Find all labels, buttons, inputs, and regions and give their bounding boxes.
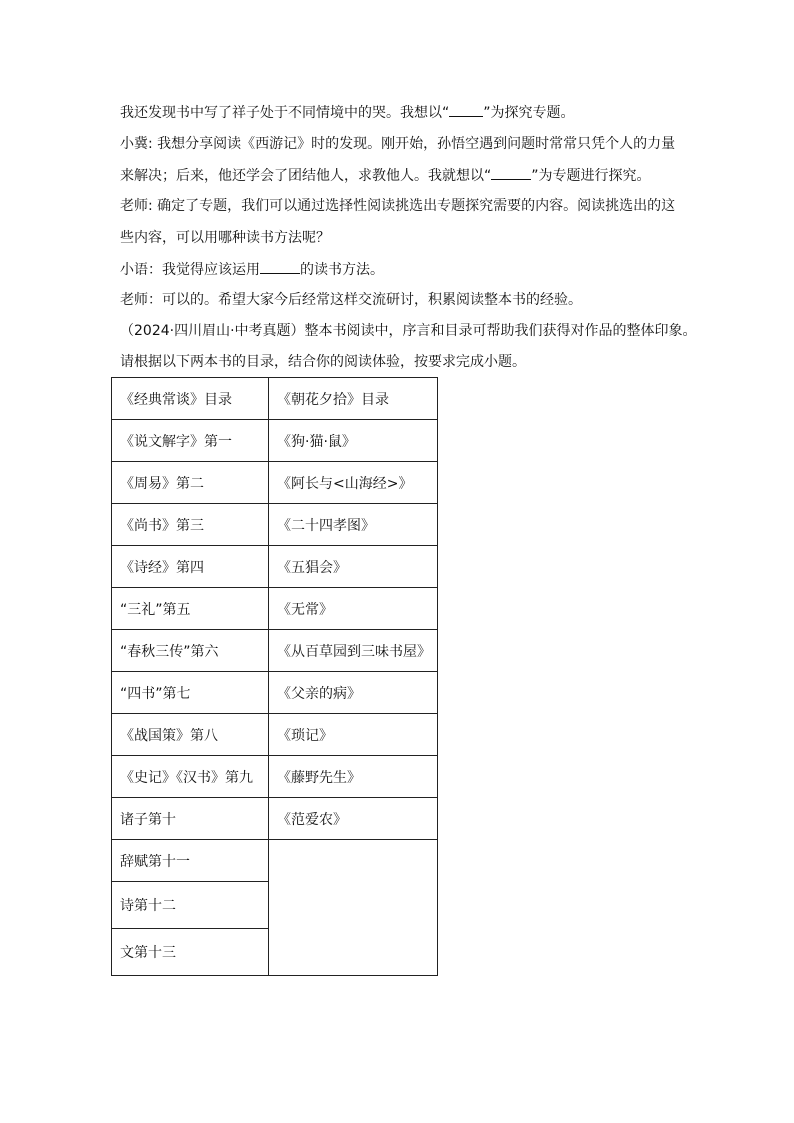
answer-blank-3[interactable]: [260, 259, 300, 274]
table-cell: “三礼”第五: [112, 588, 269, 630]
text-line-6: [120, 259, 700, 280]
table-cell: 《琐记》: [269, 714, 438, 756]
text-segment: ”为探究专题。: [483, 105, 575, 121]
table-cell: 《说文解字》第一: [112, 420, 269, 462]
text-line-4: 老师: 确定了专题，我们可以通过选择性阅读挑选出专题探究需要的内容。阅读挑选出的这: [120, 198, 676, 214]
table-row: [112, 546, 438, 588]
table-row: [112, 798, 438, 840]
table-cell: 诸子第十: [112, 798, 269, 840]
answer-blank-2[interactable]: [491, 165, 531, 180]
table-cell: “四书”第七: [112, 672, 269, 714]
table-cell: 文第十三: [112, 929, 269, 976]
table-cell: 《经典常谈》目录: [112, 378, 269, 420]
text-segment: 的读书方法。: [300, 262, 384, 278]
table-cell: 《阿长与<山海经>》: [269, 462, 438, 504]
text-line-3: [120, 165, 700, 186]
table-row: [112, 840, 438, 882]
table-row: [112, 420, 438, 462]
table-cell: 《朝花夕拾》目录: [269, 378, 438, 420]
text-line-7: 老师：可以的。希望大家今后经常这样交流研讨，积累阅读整本书的经验。: [120, 292, 582, 308]
table-cell: 诗第十二: [112, 882, 269, 929]
empty-merged-cell: [269, 840, 438, 976]
answer-blank-1[interactable]: [449, 102, 483, 117]
table-row: [112, 378, 438, 420]
text-segment: 小语：我觉得应该运用: [120, 262, 260, 278]
table-row: [112, 504, 438, 546]
table-cell: 《藤野先生》: [269, 756, 438, 798]
text-segment: ”为专题进行探究。: [531, 168, 651, 184]
table-cell: 《父亲的病》: [269, 672, 438, 714]
question-instruction-line: 请根据以下两本书的目录，结合你的阅读体验，按要求完成小题。: [120, 354, 526, 370]
table-row: [112, 462, 438, 504]
table-cell: 《从百草园到三味书屋》: [269, 630, 438, 672]
table-cell: 《尚书》第三: [112, 504, 269, 546]
table-cell: 《范爱农》: [269, 798, 438, 840]
table-cell: 《狗·猫·鼠》: [269, 420, 438, 462]
table-row: [112, 672, 438, 714]
text-segment: 来解决；后来，他还学会了团结他人，求教他人。我就想以“: [120, 168, 492, 184]
table-cell: 《周易》第二: [112, 462, 269, 504]
question-source-line: （2024·四川眉山·中考真题）整本书阅读中，序言和目录可帮助我们获得对作品的整体印象。: [120, 323, 697, 339]
table-cell: 《诗经》第四: [112, 546, 269, 588]
table-cell: 辞赋第十一: [112, 840, 269, 882]
table-row: [112, 588, 438, 630]
table-of-contents-table: [111, 377, 438, 976]
table-cell: 《战国策》第八: [112, 714, 269, 756]
table-row: [112, 630, 438, 672]
table-cell: 《二十四孝图》: [269, 504, 438, 546]
table-row: [112, 714, 438, 756]
text-line-1: [120, 102, 700, 123]
table-cell: 《史记》《汉书》第九: [112, 756, 269, 798]
table-row: [112, 756, 438, 798]
text-segment: 我还发现书中写了祥子处于不同情境中的哭。我想以“: [120, 105, 450, 121]
text-line-2: 小冀: 我想分享阅读《西游记》时的发现。刚开始，孙悟空遇到问题时常常只凭个人的力量: [120, 136, 676, 152]
table-cell: 《无常》: [269, 588, 438, 630]
text-line-5: 些内容，可以用哪种读书方法呢？: [120, 230, 330, 246]
table-cell: 《五猖会》: [269, 546, 438, 588]
table-cell: “春秋三传”第六: [112, 630, 269, 672]
